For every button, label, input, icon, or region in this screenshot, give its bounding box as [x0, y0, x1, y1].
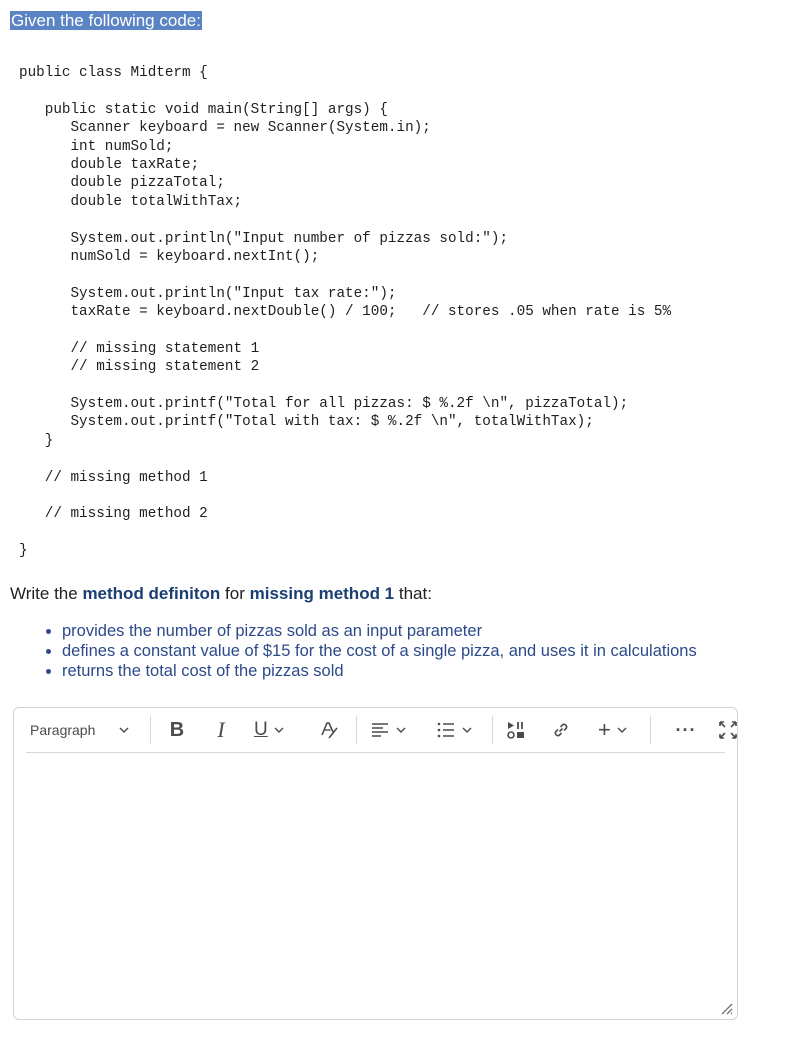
- code-line: [19, 266, 671, 284]
- code-line: public static void main(String[] args) {: [19, 101, 388, 118]
- code-line: taxRate = keyboard.nextDouble() / 100; // stores .05 when rate is 5%: [19, 304, 672, 321]
- toolbar-divider: [150, 716, 151, 744]
- code-line: // missing method 2: [19, 506, 208, 523]
- italic-icon: I: [217, 717, 225, 742]
- media-icon: [506, 720, 528, 740]
- align-button[interactable]: [370, 716, 412, 744]
- plus-icon: +: [598, 717, 611, 742]
- code-line: System.out.printf("Total with tax: $ %.2f \n", totalWithTax);: [19, 414, 594, 431]
- list-item: • defines a constant value of $15 for the cost of a single pizza, and uses it in calculations: [62, 641, 697, 661]
- toolbar-divider: [650, 716, 651, 744]
- toolbar-divider: [492, 716, 493, 744]
- editor-content-area[interactable]: [26, 754, 725, 1009]
- bullet-list-icon: [436, 721, 456, 739]
- link-icon: [551, 720, 571, 740]
- insert-button[interactable]: [598, 716, 638, 744]
- list-item: • returns the total cost of the pizzas sold: [62, 661, 697, 681]
- code-line: [19, 377, 671, 395]
- text-color-icon: [319, 720, 339, 740]
- code-block: [19, 64, 671, 561]
- question-prompt: [10, 583, 432, 605]
- chevron-down-icon: [119, 727, 129, 733]
- chevron-down-icon: [274, 727, 284, 733]
- insert-media-button[interactable]: [504, 716, 530, 744]
- prompt-bold-2: missing method 1: [249, 584, 395, 603]
- question-heading: [10, 10, 202, 32]
- code-line: double taxRate;: [19, 156, 200, 173]
- insert-link-button[interactable]: [548, 716, 574, 744]
- rich-text-editor: [13, 707, 738, 1020]
- text-color-button[interactable]: [316, 716, 342, 744]
- code-line: [19, 211, 671, 229]
- question-heading-text: Given the following code:: [11, 11, 201, 30]
- code-line: // missing method 1: [19, 469, 208, 486]
- prompt-text-3: that:: [394, 584, 432, 603]
- code-line: double totalWithTax;: [19, 193, 243, 210]
- toolbar-divider: [356, 716, 357, 744]
- format-select[interactable]: [30, 716, 142, 744]
- prompt-bold-1: method definiton: [82, 584, 221, 603]
- list-button[interactable]: [436, 716, 478, 744]
- code-line: Scanner keyboard = new Scanner(System.in);: [19, 120, 431, 137]
- prompt-text-2: for: [220, 584, 250, 603]
- chevron-down-icon: [396, 727, 406, 733]
- underline-button[interactable]: [254, 716, 300, 744]
- editor-toolbar: [26, 708, 725, 753]
- prompt-text-1: Write the: [10, 584, 83, 603]
- code-line: System.out.println("Input tax rate:");: [19, 285, 397, 302]
- code-line: // missing statement 1: [19, 340, 260, 357]
- underline-icon: U: [254, 719, 268, 740]
- more-actions-button[interactable]: [674, 716, 698, 744]
- code-line: int numSold;: [19, 138, 174, 155]
- code-line: // missing statement 2: [19, 359, 260, 376]
- code-line: [19, 524, 671, 542]
- code-line: System.out.println("Input number of pizzas sold:");: [19, 230, 509, 247]
- requirements-list: [44, 621, 697, 681]
- format-select-value: Paragraph: [30, 722, 96, 738]
- italic-button[interactable]: [208, 716, 234, 744]
- more-icon: ···: [675, 719, 697, 740]
- code-line: public class Midterm {: [19, 65, 208, 81]
- bold-icon: B: [169, 718, 185, 741]
- code-line: [19, 450, 671, 468]
- bold-button[interactable]: [164, 716, 190, 744]
- code-line: [19, 82, 671, 100]
- fullscreen-icon: [718, 720, 738, 740]
- resize-grip-icon: [719, 1001, 733, 1015]
- align-left-icon: [370, 721, 390, 739]
- code-line: [19, 321, 671, 339]
- code-line: double pizzaTotal;: [19, 175, 225, 192]
- code-line: numSold = keyboard.nextInt();: [19, 248, 320, 265]
- code-line: [19, 487, 671, 505]
- code-line: }: [19, 543, 28, 560]
- resize-handle[interactable]: [719, 1001, 733, 1015]
- fullscreen-button[interactable]: [716, 716, 740, 744]
- chevron-down-icon: [617, 727, 627, 733]
- code-line: }: [19, 432, 54, 449]
- list-item: • provides the number of pizzas sold as an input parameter: [62, 621, 697, 641]
- chevron-down-icon: [462, 727, 472, 733]
- code-line: System.out.printf("Total for all pizzas: $ %.2f \n", pizzaTotal);: [19, 396, 629, 413]
